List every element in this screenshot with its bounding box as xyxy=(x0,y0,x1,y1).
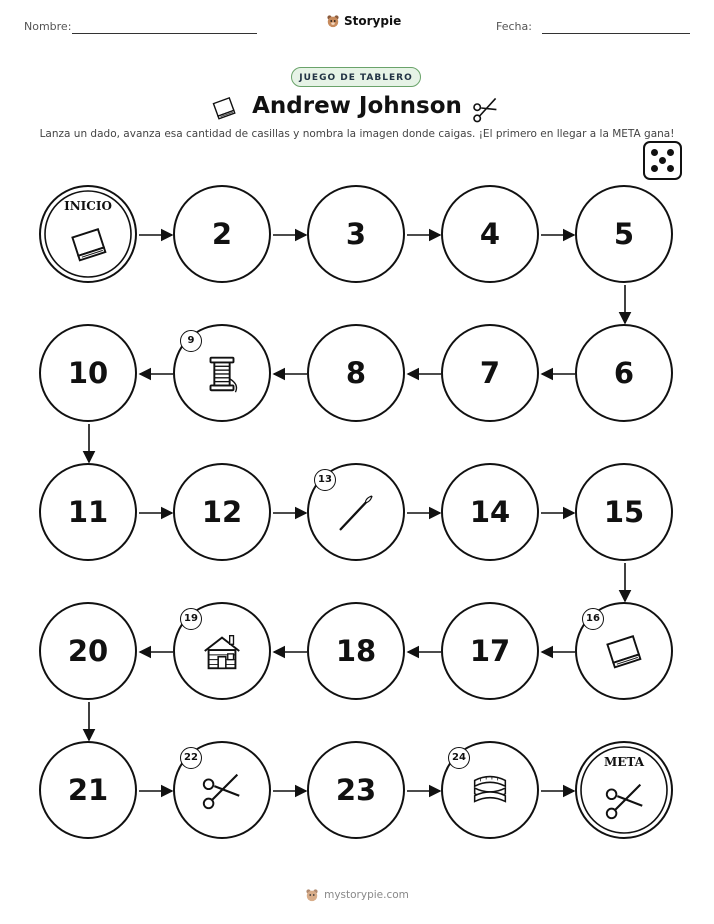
cabin-icon xyxy=(199,628,245,674)
instructions-text: Lanza un dado, avanza esa cantidad de casillas y nombra la imagen donde caigas. ¡El primero en llegar a la META gana! xyxy=(39,128,675,140)
board-cell-3 xyxy=(307,185,405,283)
footer xyxy=(0,888,714,902)
cell-number-tag: 24 xyxy=(448,747,470,769)
book-icon xyxy=(66,221,112,267)
board-cell-15 xyxy=(575,463,673,561)
board-cell-13 xyxy=(307,463,405,561)
cell-number: 2 xyxy=(211,217,233,251)
board-cell-10 xyxy=(39,324,137,422)
cell-label: META xyxy=(603,755,644,769)
thread-icon xyxy=(199,350,245,396)
board-cell-22 xyxy=(173,741,271,839)
cell-number-tag: 16 xyxy=(582,608,604,630)
bear-icon xyxy=(305,888,319,902)
cell-number-tag: 13 xyxy=(314,469,336,491)
cell-number: 23 xyxy=(335,773,377,807)
cell-number-tag: 22 xyxy=(180,747,202,769)
cell-number: 12 xyxy=(201,495,243,529)
cell-number: 5 xyxy=(613,217,635,251)
game-type-badge: JUEGO DE TABLERO xyxy=(291,67,421,87)
footer-url[interactable]: mystorypie.com xyxy=(324,889,409,901)
board-cell-2 xyxy=(173,185,271,283)
cell-number-tag: 19 xyxy=(180,608,202,630)
board-cell-12 xyxy=(173,463,271,561)
board-cell-meta xyxy=(575,741,673,839)
cell-number: 15 xyxy=(603,495,645,529)
book-icon xyxy=(601,628,647,674)
scissors-icon xyxy=(602,777,648,823)
board-cell-19 xyxy=(173,602,271,700)
board-cell-18 xyxy=(307,602,405,700)
board-cell-inicio xyxy=(39,185,137,283)
cell-number: 11 xyxy=(67,495,109,529)
board-cell-5 xyxy=(575,185,673,283)
cell-number: 4 xyxy=(479,217,501,251)
cell-number: 3 xyxy=(345,217,367,251)
cell-label: INICIO xyxy=(64,199,112,213)
cell-number: 10 xyxy=(67,356,109,390)
board-cell-7 xyxy=(441,324,539,422)
board-cell-11 xyxy=(39,463,137,561)
board-cell-20 xyxy=(39,602,137,700)
board-cell-16 xyxy=(575,602,673,700)
date-label: Fecha: xyxy=(496,20,532,33)
tape-icon xyxy=(467,767,513,813)
cell-number: 6 xyxy=(613,356,635,390)
board-cell-14 xyxy=(441,463,539,561)
cell-number: 8 xyxy=(345,356,367,390)
board-cell-17 xyxy=(441,602,539,700)
board-cell-8 xyxy=(307,324,405,422)
cell-number: 14 xyxy=(469,495,511,529)
board-cell-24 xyxy=(441,741,539,839)
board-cell-23 xyxy=(307,741,405,839)
board-cell-9 xyxy=(173,324,271,422)
needle-icon xyxy=(333,489,379,535)
cell-number: 20 xyxy=(67,634,109,668)
cell-number: 7 xyxy=(479,356,501,390)
cell-number: 21 xyxy=(67,773,109,807)
scissors-icon xyxy=(199,767,245,813)
name-label: Nombre: xyxy=(24,20,72,33)
page-title: Andrew Johnson xyxy=(252,93,462,119)
cell-number-tag: 9 xyxy=(180,330,202,352)
cell-number: 17 xyxy=(469,634,511,668)
board-cell-6 xyxy=(575,324,673,422)
cell-number: 18 xyxy=(335,634,377,668)
board-cell-4 xyxy=(441,185,539,283)
board-cell-21 xyxy=(39,741,137,839)
brand-name: Storypie xyxy=(344,14,402,28)
